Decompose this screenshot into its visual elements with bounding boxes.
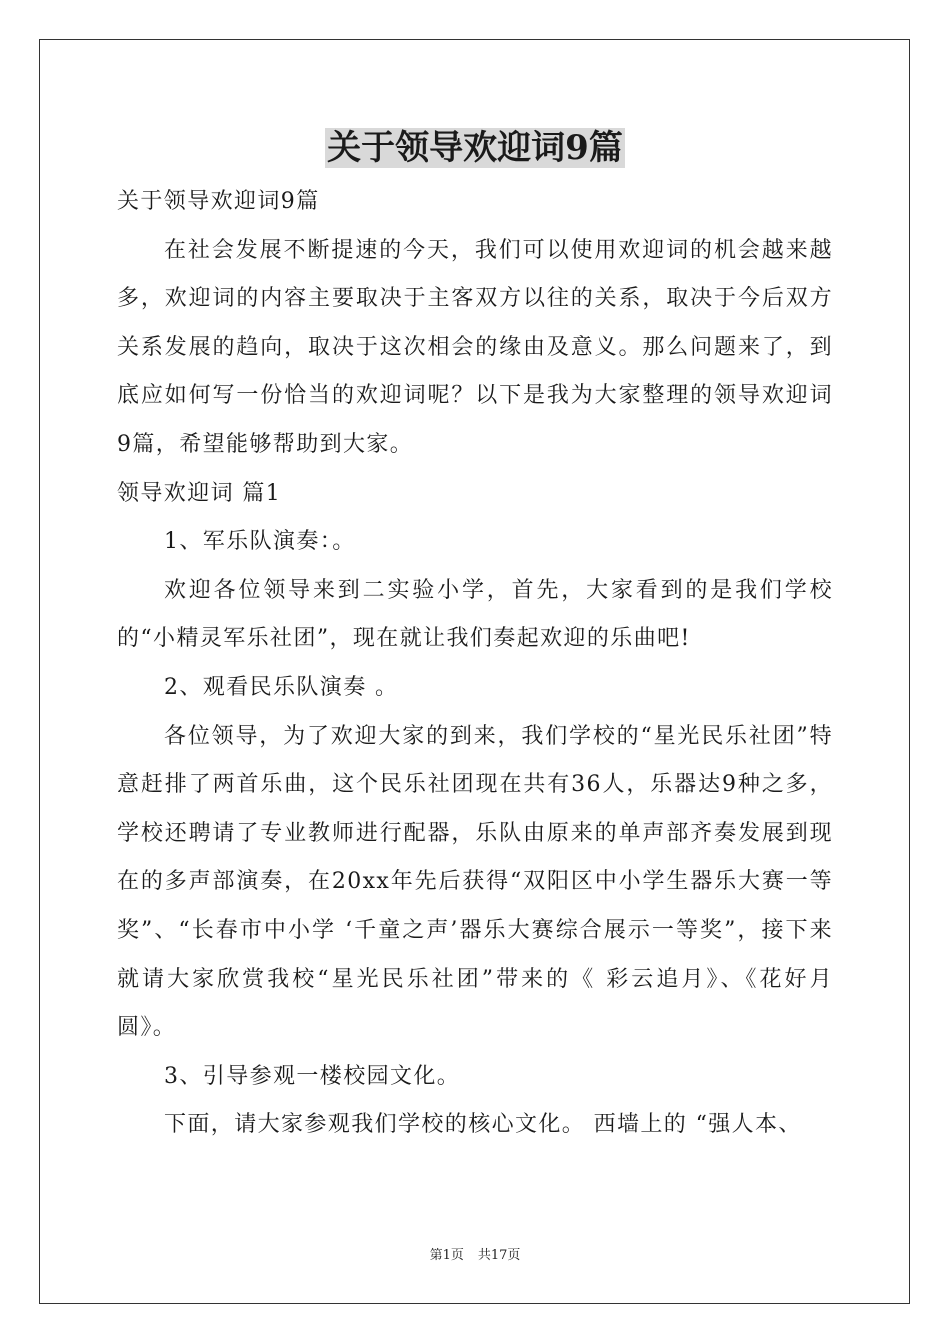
document-body [117,178,833,1150]
paragraph: 1、军乐队演奏：。 [164,529,356,555]
page-total: 共17页 [477,1248,521,1263]
paragraph: 下面，请大家参观我们学校的核心文化。 西墙上的 “强人本、 [164,1112,802,1138]
paragraph: 在社会发展不断提速的今天，我们可以使用欢迎词的机会越来越多，欢迎词的内容主要取决于主客双方以往的关系，取决于今后双方关系发展的趋向，取决于这次相会的缘由及意义。那么问题来了，到底应如何写一份恰当的欢迎词呢？以下是我为大家整理的领导欢迎词9篇，希望能够帮助到大家。 [117,237,833,457]
document-title [0,128,950,168]
paragraph: 关于领导欢迎词9篇 [117,189,320,214]
paragraph: 3、引导参观一楼校园文化。 [164,1063,461,1089]
paragraph: 2、观看民乐队演奏 。 [164,674,399,700]
document-title-text: 关于领导欢迎词9篇 [327,128,623,168]
page-footer [0,1247,950,1265]
paragraph: 各位领导，为了欢迎大家的到来，我们学校的“星光民乐社团”特意赶排了两首乐曲，这个民乐社团现在共有36人，乐器达9种之多，学校还聘请了专业教师进行配器，乐队由原来的单声部齐奏发展到现在的多声部演奏，在20xx年先后获得“双阳区中小学生器乐大赛一等奖”、“长春市中小学 ‘千童之声’器乐大赛综合展示一等奖”，接下来就请大家欣赏我校“星光民乐社团”带来的《 彩云追月》、《花好月圆》。 [117,723,833,1041]
paragraph: 领导欢迎词 篇1 [117,480,282,506]
page-number: 第1页 [429,1248,464,1263]
paragraph: 欢迎各位领导来到二实验小学，首先，大家看到的是我们学校的“小精灵军乐社团”，现在就让我们奏起欢迎的乐曲吧! [117,577,833,652]
